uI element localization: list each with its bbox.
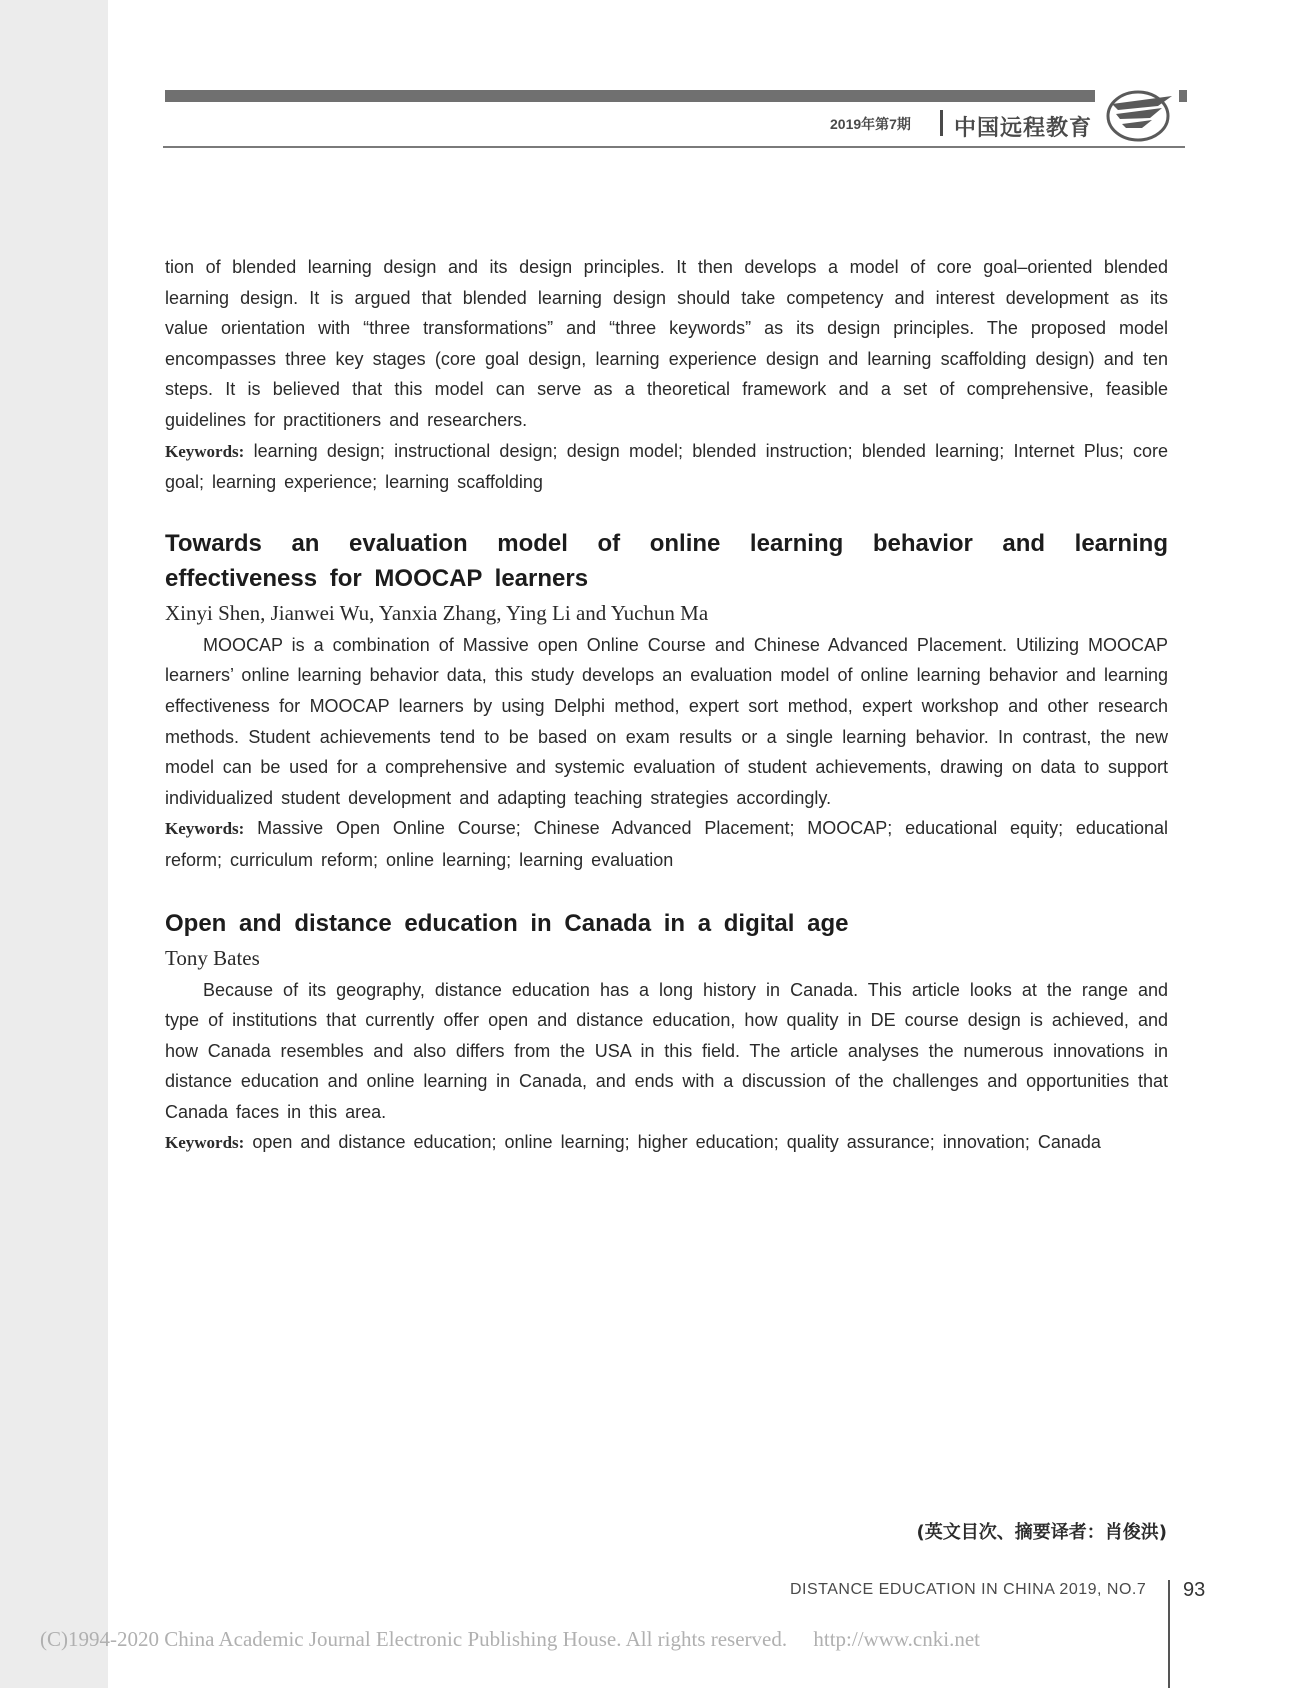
- header-rule: [163, 146, 1185, 148]
- keywords-text: learning design; instructional design; design model; blended instruction; blended learning; Internet Plus; core goal; learning experience; learning scaffolding: [165, 440, 1168, 493]
- article-title: Open and distance education in Canada in a digital age: [165, 909, 849, 937]
- article-abstract: Because of its geography, distance education has a long history in Canada. This article looks at the range and type of institutions that currently offer open and distance education, how quality in DE course design is achieved, and how Canada resembles and also differs from the USA in this field. The article analyses the numerous innovations in distance education and online learning in Canada, and ends with a discussion of the challenges and opportunities that Canada faces in this area.: [165, 979, 1168, 1122]
- header-divider: [940, 110, 943, 136]
- journal-logo-icon: [1100, 86, 1182, 146]
- article-abstract: MOOCAP is a combination of Massive open Online Course and Chinese Advanced Placement. Utilizing MOOCAP learners’ online learning behavior data, this study develops an evaluation model of online learning behavior and learning effectiveness for MOOCAP learners by using Delphi method, expert sort method, expert workshop and other research methods. Student achievements tend to be based on exam results or a single learning behavior. In contrast, the new model can be used for a comprehensive and systemic evaluation of student achievements, drawing on data to support individualized student development and adapting teaching strategies accordingly.: [165, 634, 1168, 808]
- copyright-watermark: (C)1994-2020 China Academic Journal Electronic Publishing House. All rights reserved. http://www.cnki.net: [40, 1627, 980, 1651]
- header-bar: [165, 90, 1095, 102]
- article-keywords: [165, 1127, 1168, 1159]
- keywords-text: open and distance education; online learning; higher education; quality assurance; innovation; Canada: [252, 1132, 1101, 1153]
- issue-number: 2019年第7期: [830, 116, 911, 132]
- keywords-text: Massive Open Online Course; Chinese Advanced Placement; MOOCAP; educational equity; educational reform; curriculum reform; online learning; learning evaluation: [165, 818, 1168, 870]
- article-authors: Xinyi Shen, Jianwei Wu, Yanxia Zhang, Ying Li and Yuchun Ma: [165, 600, 709, 625]
- footer-journal-title: DISTANCE EDUCATION IN CHINA 2019, NO.7: [790, 1581, 1147, 1598]
- keywords-label: Keywords:: [165, 819, 245, 839]
- keywords-continued: [165, 436, 1168, 498]
- footer-divider: [1168, 1580, 1170, 1688]
- article-title: Towards an evaluation model of online learning behavior and learning effectiveness for MOOCAP learners: [165, 529, 1168, 592]
- article-keywords: [165, 813, 1168, 875]
- page-number: 93: [1183, 1579, 1206, 1601]
- article-list: [165, 252, 1168, 1159]
- abstract-continued: tion of blended learning design and its design principles. It then develops a model of core goal–oriented blended learning design. It is argued that blended learning design should take competency and interest development as its value orientation with “three transformations” and “three keywords” as its design principles. The proposed model encompasses three key stages (core goal design, learning experience design and learning scaffolding design) and ten steps. It is believed that this model can serve as a theoretical framework and a set of comprehensive, feasible guidelines for practitioners and researchers.: [165, 257, 1168, 430]
- keywords-label: Keywords:: [165, 1133, 245, 1153]
- page-margin-strip: [0, 0, 108, 1688]
- article-authors: Tony Bates: [165, 945, 260, 970]
- journal-title-cn: 中国远程教育: [954, 116, 1093, 141]
- keywords-label: Keywords:: [165, 441, 245, 461]
- translator-note: (英文目次、摘要译者：肖俊洪): [916, 1522, 1167, 1543]
